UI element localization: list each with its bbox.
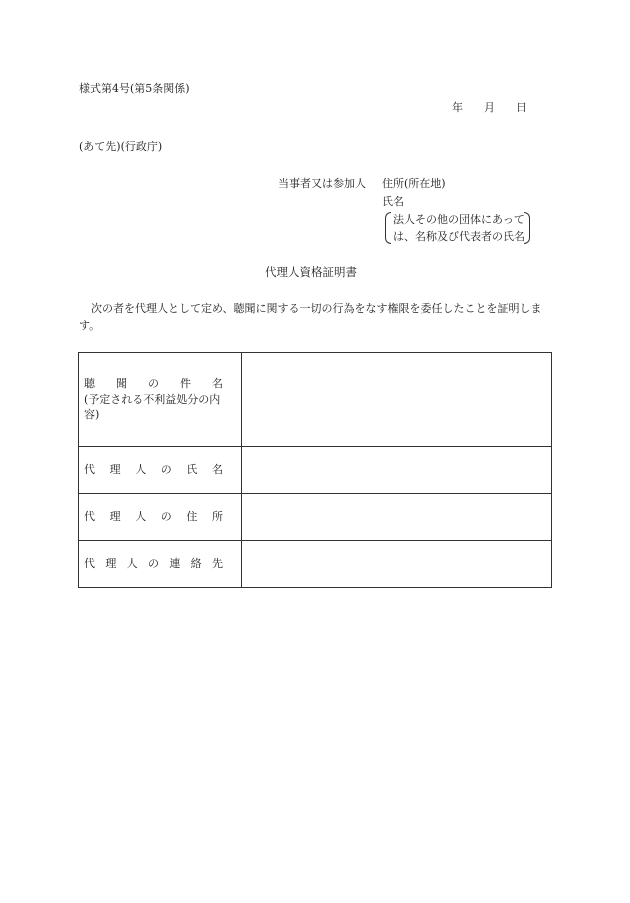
agent-name-label (84, 463, 223, 477)
agent-address-label-cell (79, 494, 242, 541)
table-row (79, 494, 552, 541)
label-char: 名 (212, 377, 223, 391)
agent-name-label-cell (79, 447, 242, 494)
label-char: の (160, 462, 172, 476)
address-label: 住所(所在地) (382, 177, 446, 190)
label-char: の (147, 556, 159, 570)
hearing-subject-value[interactable] (242, 353, 552, 447)
label-char: 所 (211, 509, 223, 523)
label-char: 先 (211, 556, 223, 570)
agent-contact-label (84, 557, 223, 571)
hearing-subject-sub-label: (予定される不利益処分の内容) (84, 392, 221, 421)
label-char: 絡 (190, 556, 202, 570)
label-char: 理 (105, 556, 117, 570)
body-text (79, 300, 555, 334)
agent-address-value[interactable] (242, 494, 552, 541)
label-char: の (148, 377, 159, 391)
label-char: 人 (135, 509, 147, 523)
applicant-role: 当事者又は参加人 (278, 177, 366, 190)
month-label: 月 (484, 101, 495, 114)
label-char: 連 (169, 556, 181, 570)
label-char: 人 (135, 462, 147, 476)
corporation-note-line-2: は、名称及び代表者の氏名 (393, 230, 525, 243)
label-char: 聞 (116, 377, 127, 391)
bracket-right (524, 212, 530, 244)
hearing-subject-label (84, 377, 223, 391)
name-label: 氏名 (382, 195, 404, 208)
label-char: 代 (84, 509, 95, 523)
agent-contact-value[interactable] (242, 541, 552, 588)
addressee: (あて先)(行政庁) (79, 140, 163, 153)
label-char: 住 (186, 509, 198, 523)
label-char: 理 (109, 509, 121, 523)
label-char: 人 (126, 556, 138, 570)
label-char: 代 (84, 462, 95, 476)
label-char: 代 (84, 556, 95, 570)
label-char: 名 (211, 462, 223, 476)
agent-contact-label-cell (79, 541, 242, 588)
agent-info-table (78, 352, 552, 588)
agent-address-label (84, 510, 223, 524)
corporation-note-line-1: 法人その他の団体にあって (393, 213, 525, 226)
label-char: 氏 (186, 462, 198, 476)
body-text-content: 次の者を代理人として定め、聴聞に関する一切の行為をなす権限を委任したことを証明します。 (79, 302, 542, 332)
label-char: の (160, 509, 172, 523)
agent-name-value[interactable] (242, 447, 552, 494)
document-title: 代理人資格証明書 (265, 265, 357, 279)
label-char: 件 (180, 377, 191, 391)
label-char: 理 (109, 462, 121, 476)
year-label: 年 (452, 101, 463, 114)
table-row (79, 353, 552, 447)
table-row (79, 541, 552, 588)
label-char: 聴 (84, 377, 95, 391)
bracket-left (385, 212, 391, 244)
corporation-note (385, 210, 530, 246)
hearing-subject-label-cell (79, 353, 242, 447)
table-row (79, 447, 552, 494)
date-line (452, 101, 527, 115)
day-label: 日 (516, 101, 527, 114)
form-number: 様式第4号(第5条関係) (79, 82, 190, 95)
